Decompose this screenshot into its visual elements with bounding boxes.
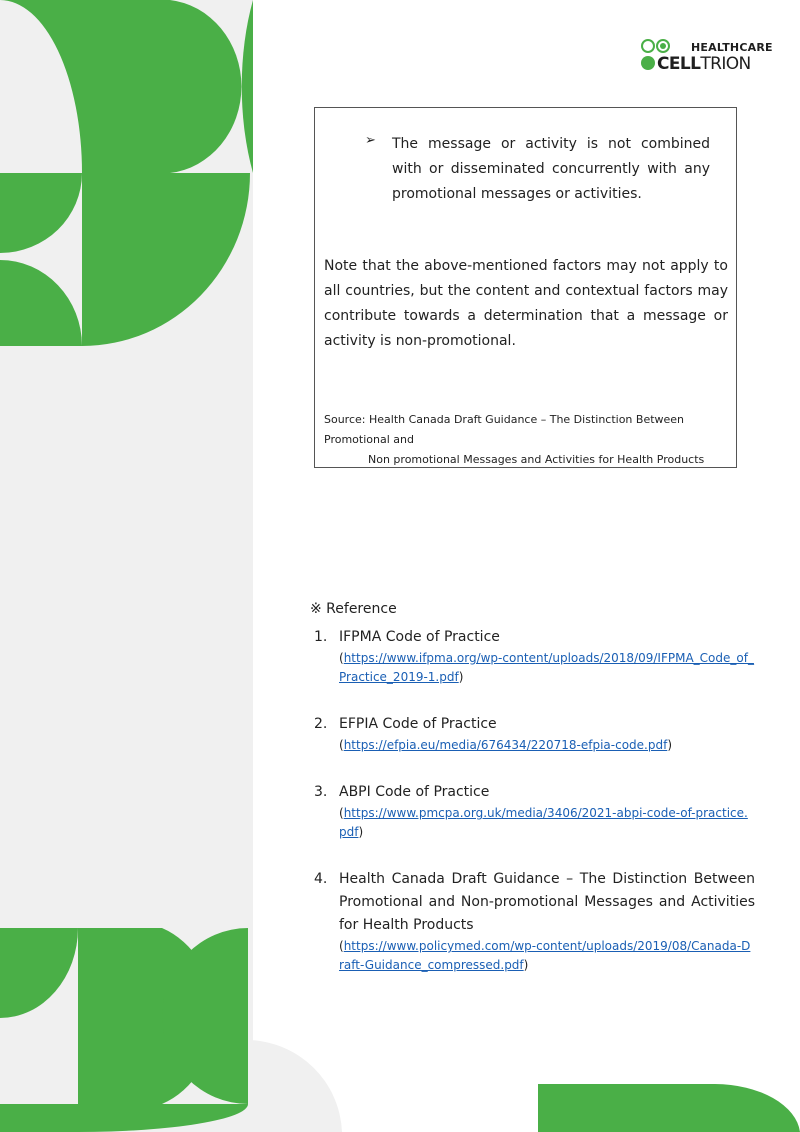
logo-cell-text: CELL — [657, 54, 701, 74]
reference-item — [310, 781, 755, 842]
green-dome-shape — [82, 0, 241, 173]
reference-title: Health Canada Draft Guidance – The Distinction Between Promotional and Non-promotional Messages and Activities for Health Products — [339, 871, 755, 933]
reference-number: 3. — [314, 784, 328, 800]
reference-number: 1. — [314, 629, 328, 645]
reference-heading: ※ Reference — [310, 601, 397, 617]
bullet-item — [365, 132, 710, 207]
source-citation — [324, 410, 728, 470]
reference-url-line: (https://www.pmcpa.org.uk/media/3406/2021-abpi-code-of-practice.pdf) — [339, 806, 748, 839]
reference-item — [310, 868, 755, 975]
logo-bottom-word — [657, 54, 751, 74]
arrow-bullet-icon: ➢ — [365, 133, 376, 148]
bullet-text: The message or activity is not combined with or disseminated concurrently with any promotional messages or activities. — [392, 136, 710, 202]
reference-item — [310, 713, 755, 755]
reference-title: IFPMA Code of Practice — [339, 629, 500, 645]
content-box — [314, 107, 737, 468]
reference-number: 2. — [314, 716, 328, 732]
reference-url-line: (https://www.policymed.com/wp-content/uploads/2019/08/Canada-Draft-Guidance_compressed.pdf) — [339, 939, 751, 972]
reference-link[interactable]: https://efpia.eu/media/676434/220718-efpia-code.pdf — [343, 738, 668, 752]
reference-section — [310, 598, 755, 1001]
reference-title: ABPI Code of Practice — [339, 784, 490, 800]
source-line-2: Non promotional Messages and Activities for Health Products — [368, 453, 705, 466]
green-lower-quarter — [0, 1104, 78, 1132]
logo-top-word: HEALTHCARE — [691, 41, 773, 54]
reference-url-line: (https://www.ifpma.org/wp-content/uploads/2018/09/IFPMA_Code_of_Practice_2019-1.pdf) — [339, 651, 754, 684]
gray-circle-shape — [248, 1040, 342, 1132]
reference-item — [310, 626, 755, 687]
reference-link[interactable]: https://www.policymed.com/wp-content/uploads/2019/08/Canada-Draft-Guidance_compressed.pdf — [339, 939, 751, 972]
company-logo — [640, 38, 773, 74]
reference-link[interactable]: https://www.ifpma.org/wp-content/uploads/2018/09/IFPMA_Code_of_Practice_2019-1.pdf — [339, 651, 754, 684]
note-paragraph: Note that the above-mentioned factors may not apply to all countries, but the content and contextual factors may contribute towards a determination that a message or activity is non-promotional. — [324, 258, 728, 349]
reference-link[interactable]: https://www.pmcpa.org.uk/media/3406/2021-abpi-code-of-practice.pdf — [339, 806, 748, 839]
reference-title: EFPIA Code of Practice — [339, 716, 497, 732]
source-line-1: Source: Health Canada Draft Guidance – The Distinction Between Promotional and — [324, 413, 685, 446]
reference-url-line: (https://efpia.eu/media/676434/220718-efpia-code.pdf) — [339, 738, 673, 752]
logo-trion-text: TRION — [700, 54, 751, 74]
reference-number: 4. — [314, 871, 328, 887]
